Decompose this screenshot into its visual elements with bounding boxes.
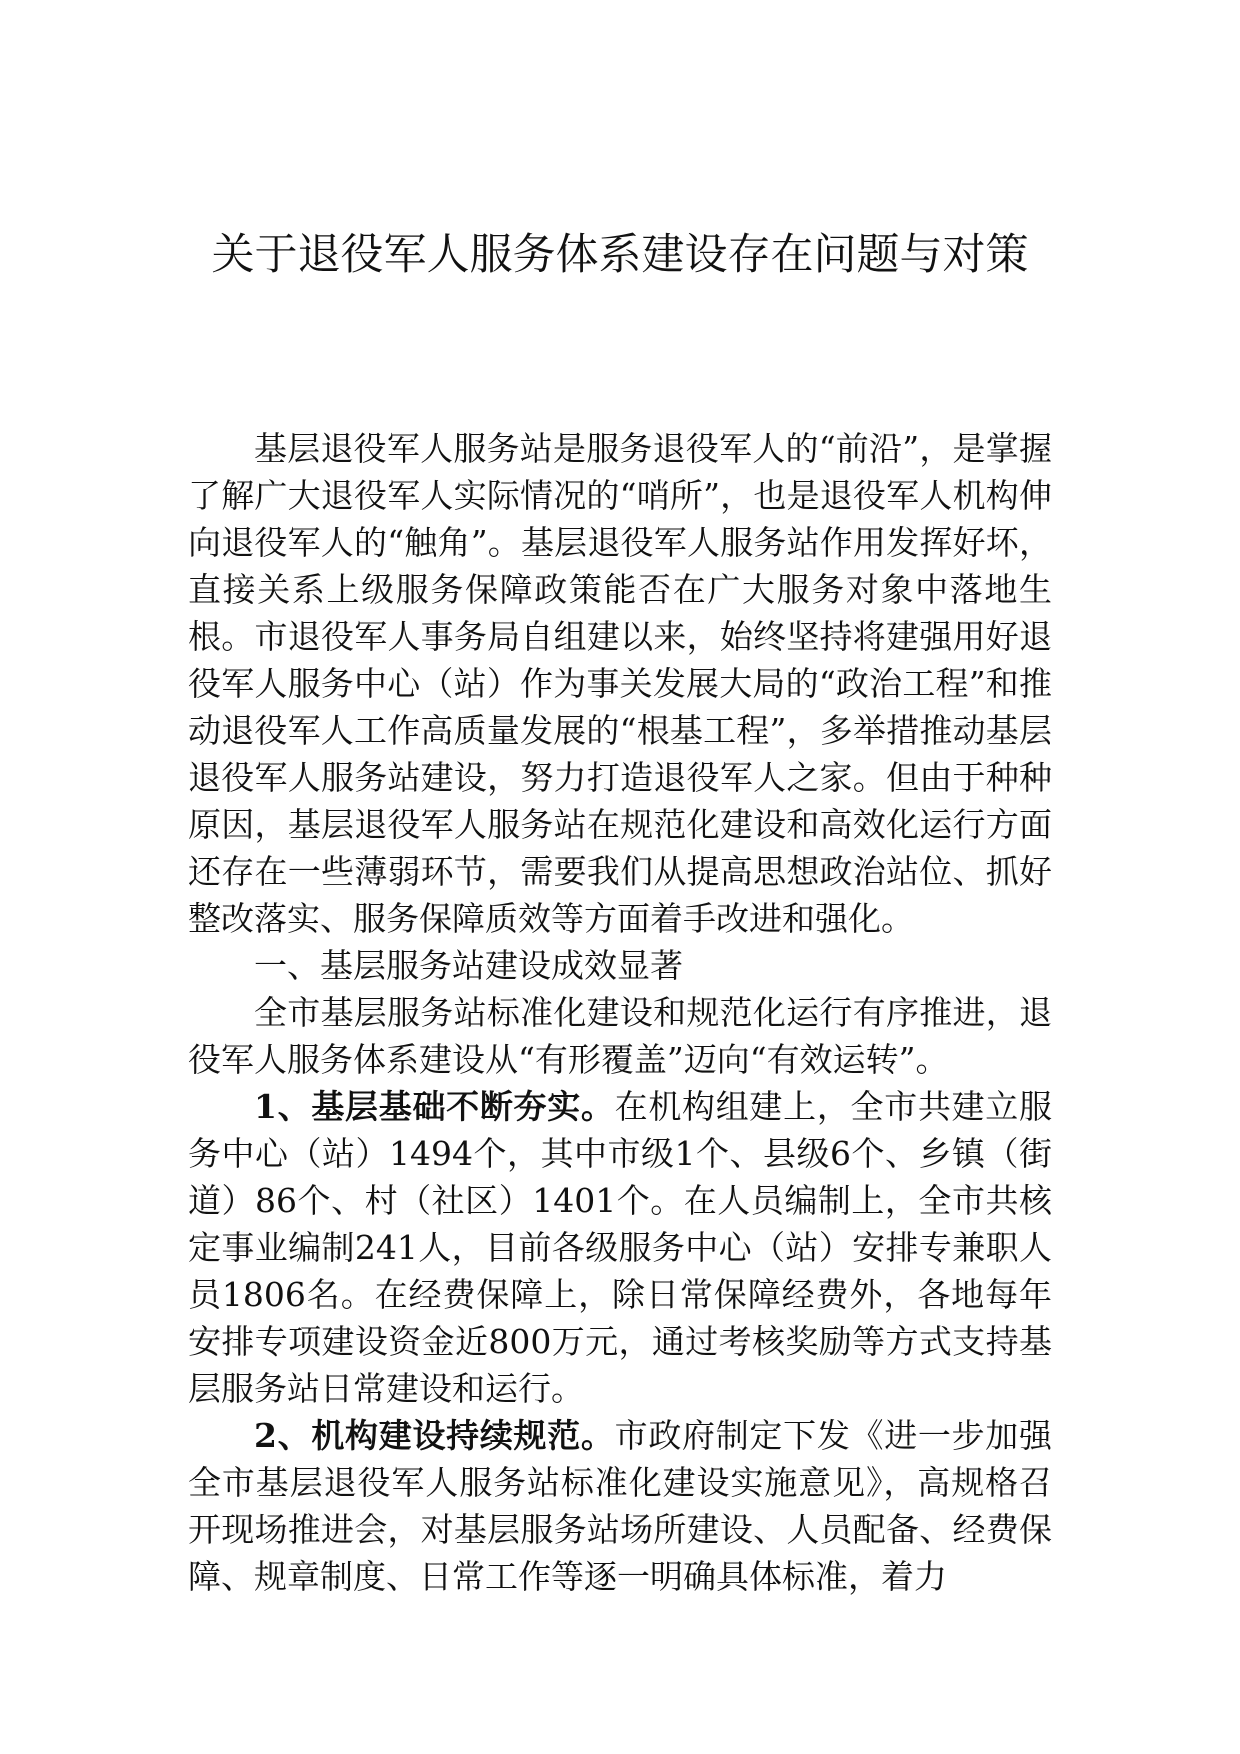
item-2-lead: 2、机构建设持续规范。	[254, 1416, 615, 1455]
intro-paragraph: 基层退役军人服务站是服务退役军人的“前沿”，是掌握了解广大退役军人实际情况的“哨所”，也是退役军人机构伸向退役军人的“触角”。基层退役军人服务站作用发挥好坏，直接关系上级服务保障政策能否在广大服务对象中落地生根。市退役军人事务局自组建以来，始终坚持将建强用好退役军人服务中心（站）作为事关发展大局的“政治工程”和推动退役军人工作高质量发展的“根基工程”，多举措推动基层退役军人服务站建设，努力打造退役军人之家。但由于种种原因，基层退役军人服务站在规范化建设和高效化运行方面还存在一些薄弱环节，需要我们从提高思想政治站位、抓好整改落实、服务保障质效等方面着手改进和强化。	[188, 429, 1052, 938]
item-2-paragraph	[188, 1412, 1052, 1600]
item-2-text: 市政府制定下发《进一步加强全市基层退役军人服务站标准化建设实施意见》，高规格召开现场推进会，对基层服务站场所建设、人员配备、经费保障、规章制度、日常工作等逐一明确具体标准，着力	[188, 1416, 1053, 1596]
document-title: 关于退役军人服务体系建设存在问题与对策	[211, 230, 1029, 280]
item-1-text: 在机构组建上，全市共建立服务中心（站）1494个，其中市级1个、县级6个、乡镇（街道）86个、村（社区）1401个。在人员编制上，全市共核定事业编制241人，目前各级服务中心（站）安排专兼职人员1806名。在经费保障上，除日常保障经费外，各地每年安排专项建设资金近800万元，通过考核奖励等方式支持基层服务站日常建设和运行。	[188, 1087, 1053, 1408]
document-body	[188, 425, 1052, 1600]
item-1-paragraph	[188, 1083, 1052, 1412]
section-heading-1: 一、基层服务站建设成效显著	[254, 946, 683, 985]
item-1-lead: 1、基层基础不断夯实。	[254, 1087, 615, 1126]
section-1-paragraph: 全市基层服务站标准化建设和规范化运行有序推进，退役军人服务体系建设从“有形覆盖”迈向“有效运转”。	[188, 993, 1052, 1079]
